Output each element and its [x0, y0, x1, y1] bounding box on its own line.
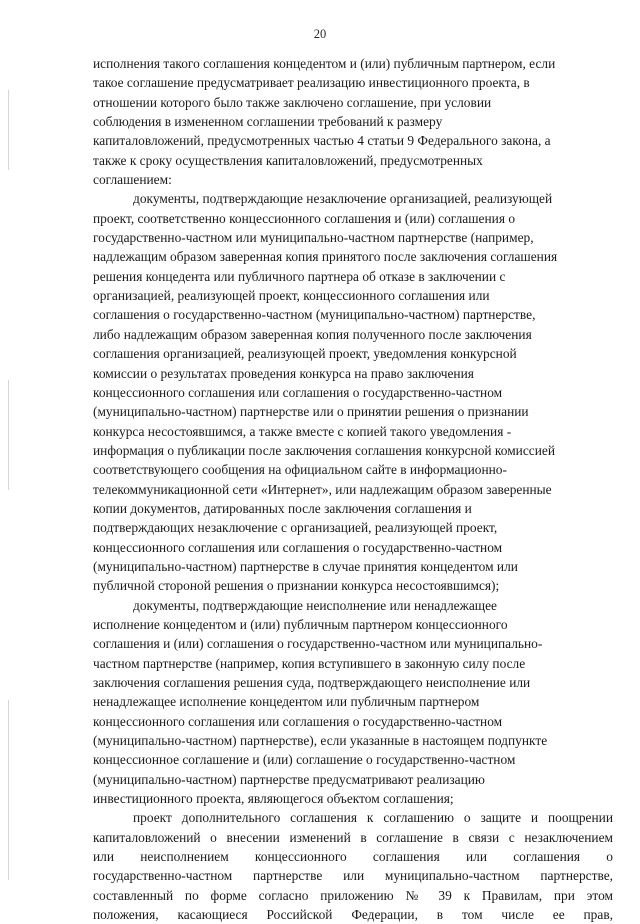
text-line: инвестиционного проекта, являющегося объектом соглашения; — [93, 791, 454, 807]
text-line: конкурса несостоявшимся, а также вместе с копией такого уведомления - — [93, 423, 512, 439]
paragraph-2 — [93, 189, 613, 595]
text-line: соглашения о государственно-частном (муниципально-частном) партнерстве, — [93, 307, 536, 323]
document-body — [93, 54, 613, 924]
text-line: (муниципально-частном) партнерстве предусматривают реализацию — [93, 771, 485, 787]
text-line: (муниципально-частном) партнерстве), если указанные в настоящем подпункте — [93, 733, 548, 749]
text-line: или неисполнением концессионного соглашения или соглашения о — [93, 849, 613, 865]
text-line: надлежащим образом заверенная копия принятого после заключения соглашения — [93, 249, 558, 265]
text-line: государственно-частном партнерстве или муниципально-частном партнерстве, — [93, 868, 613, 884]
text-line: концессионное соглашение и (или) соглашение о государственно-частном — [93, 752, 516, 768]
scan-margin-mark — [8, 90, 9, 170]
text-line: концессионного соглашения или соглашения о государственно-частном — [93, 713, 503, 729]
text-line: капиталовложений, предусмотренных частью 4 статьи 9 Федерального закона, а — [93, 133, 551, 149]
text-line: соглашением: — [93, 172, 172, 188]
text-line: публичной стороной решения о признании конкурса несостоявшимся); — [93, 578, 500, 594]
text-line: документы, подтверждающие неисполнение или ненадлежащее — [133, 597, 498, 613]
paragraph-4 — [93, 808, 613, 924]
text-line: соответствующего сообщения на официальном сайте в информационно- — [93, 462, 507, 478]
text-line: проект, соответственно концессионного соглашения и (или) соглашения о — [93, 210, 516, 226]
text-line: концессионного соглашения или соглашения о государственно-частном — [93, 539, 503, 555]
text-line: капиталовложений о внесении изменений в соглашение в связи с незаключением — [93, 829, 613, 845]
text-line: соблюдения в измененном соглашении требований к размеру — [93, 114, 443, 130]
text-line: соглашения и (или) соглашения о государственно-частном или муниципально- — [93, 636, 543, 652]
text-line: отношении которого было также заключено соглашение, при условии — [93, 94, 492, 110]
text-line: такое соглашение предусматривает реализацию инвестиционного проекта, в — [93, 75, 530, 91]
text-line: заключения соглашения решения суда, подтверждающего неисполнение или — [93, 675, 531, 690]
text-line: составленный по форме согласно приложению № 39 к Правилам, при этом — [93, 887, 613, 903]
text-line: ненадлежащее исполнение концедентом или публичным партнером — [93, 694, 480, 710]
text-line: исполнения такого соглашения концедентом и (или) публичным партнером, если — [93, 56, 556, 71]
text-line: копии документов, датированных после заключения соглашения и — [93, 500, 472, 516]
text-line: комиссии о результатах проведения конкурса на право заключения — [93, 365, 474, 381]
paragraph-3 — [93, 596, 613, 809]
text-line: организацией, реализующей проект, концессионного соглашения или — [93, 288, 490, 304]
text-line: либо надлежащим образом заверенная копия полученного после заключения — [93, 326, 532, 342]
text-line: (муниципально-частном) партнерстве в случае принятия концедентом или — [93, 558, 518, 574]
scan-margin-mark — [8, 380, 9, 490]
text-line: также к сроку осуществления капиталовложений, предусмотренных — [93, 152, 483, 168]
text-line: исполнение концедентом и (или) публичным партнером концессионного — [93, 616, 508, 632]
paragraph-1 — [93, 54, 613, 189]
text-line: (муниципально-частном) партнерстве или о принятии решения о признании — [93, 404, 529, 420]
text-line: информация о публикации после заключения соглашения конкурсной комиссией — [93, 442, 556, 458]
text-line: документы, подтверждающие незаключение организацией, реализующей — [133, 191, 553, 207]
text-line: концессионного соглашения или соглашения о государственно-частном — [93, 384, 503, 400]
text-line: соглашения организацией, реализующей проект, уведомления конкурсной — [93, 346, 517, 362]
text-line: решения концедента или публичного партнера об отказе в заключении с — [93, 268, 506, 284]
text-line: государственно-частном или муниципально-частном партнерстве (например, — [93, 230, 534, 246]
text-line: частном партнерстве (например, копия вступившего в законную силу после — [93, 655, 526, 671]
page-number: 20 — [313, 27, 327, 41]
text-line: положения, касающиеся Российской Федерации, в том числе ее прав, — [93, 907, 613, 923]
text-line: проект дополнительного соглашения к соглашению о защите и поощрении — [133, 810, 613, 826]
scan-margin-mark — [8, 700, 9, 880]
text-line: телекоммуникационной сети «Интернет», или надлежащим образом заверенные — [93, 481, 552, 497]
text-line: подтверждающих незаключение с организацией, реализующей проект, — [93, 520, 498, 536]
